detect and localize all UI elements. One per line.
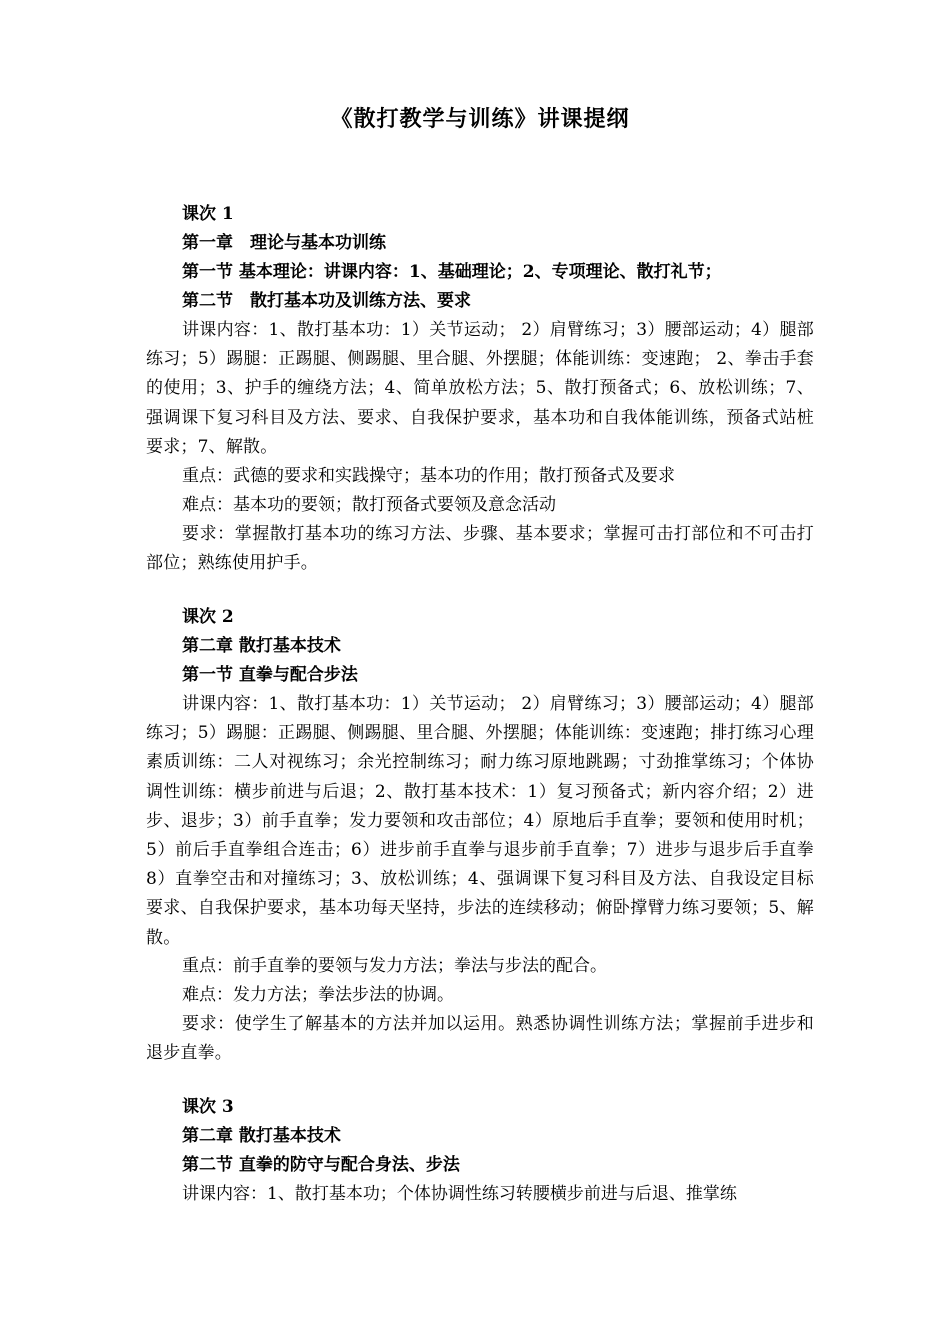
lesson-3-section-1: 第二节 直拳的防守与配合身法、步法 <box>182 1155 460 1175</box>
lesson-1-difficulty: 难点：基本功的要领；散打预备式要领及意念活动 <box>182 495 556 515</box>
lesson-1-section-1: 第一节 基本理论：讲课内容：1、基础理论；2、专项理论、散打礼节； <box>182 262 722 282</box>
lesson-2-chapter: 第二章 散打基本技术 <box>182 636 341 656</box>
lesson-2-difficulty: 难点：发力方法；拳法步法的协调。 <box>182 985 454 1005</box>
lesson-2-requirement: 要求：使学生了解基本的方法并加以运用。熟悉协调性训练方法；掌握前手进步和退步直拳。 <box>146 1014 814 1064</box>
document-title: 《散打教学与训练》讲课提纲 <box>330 106 630 132</box>
lesson-3-content: 讲课内容：1、散打基本功；个体协调性练习转腰横步前进与后退、推掌练 <box>182 1184 737 1204</box>
lesson-2-section-1: 第一节 直拳与配合步法 <box>182 665 358 685</box>
lesson-1-chapter: 第一章 理论与基本功训练 <box>182 233 386 253</box>
lesson-1-key-point: 重点：武德的要求和实践操守；基本功的作用；散打预备式及要求 <box>182 466 675 486</box>
lesson-1-content: 讲课内容：1、散打基本功：1）关节运动； 2）肩臂练习；3）腰部运动；4）腿部练习；5）踢腿：正踢腿、侧踢腿、里合腿、外摆腿；体能训练：变速跑； 2、拳击手套的使用；3、护手的缠绕方法；4、简单放松方法；5、散打预备式；6、放松训练；7、强调课下复习科目及方法、要求、自我保护要求，基本功和自我体能训练，预备式站桩要求；7、解散。 <box>146 320 814 457</box>
lesson-3-chapter: 第二章 散打基本技术 <box>182 1126 341 1146</box>
lesson-2-content: 讲课内容：1、散打基本功：1）关节运动； 2）肩臂练习；3）腰部运动；4）腿部练习；5）踢腿：正踢腿、侧踢腿、里合腿、外摆腿；体能训练：变速跑；排打练习心理素质训练：二人对视练习；余光控制练习；耐力练习原地跳踢；寸劲推掌练习；个体协调性训练：横步前进与后退；2、散打基本技术：1）复习预备式；新内容介绍；2）进步、退步；3）前手直拳；发力要领和攻击部位；4）原地后手直拳；要领和使用时机；5）前后手直拳组合连击；6）进步前手直拳与退步前手直拳；7）进步与退步后手直拳 8）直拳空击和对撞练习；3、放松训练；4、强调课下复习科目及方法、自我设定目标要求、自我保护要求，基本功每天坚持，步法的连续移动；俯卧撑臂力练习要领；5、解散。 <box>146 694 814 948</box>
lesson-1-requirement: 要求：掌握散打基本功的练习方法、步骤、基本要求；掌握可击打部位和不可击打部位；熟练使用护手。 <box>146 524 814 574</box>
lesson-2-key-point: 重点：前手直拳的要领与发力方法；拳法与步法的配合。 <box>182 956 607 976</box>
lesson-3-label: 课次 3 <box>182 1097 234 1117</box>
lesson-2-label: 课次 2 <box>182 607 234 627</box>
lesson-1-section-2: 第二节 散打基本功及训练方法、要求 <box>182 291 471 311</box>
lesson-1-label: 课次 1 <box>182 204 234 224</box>
